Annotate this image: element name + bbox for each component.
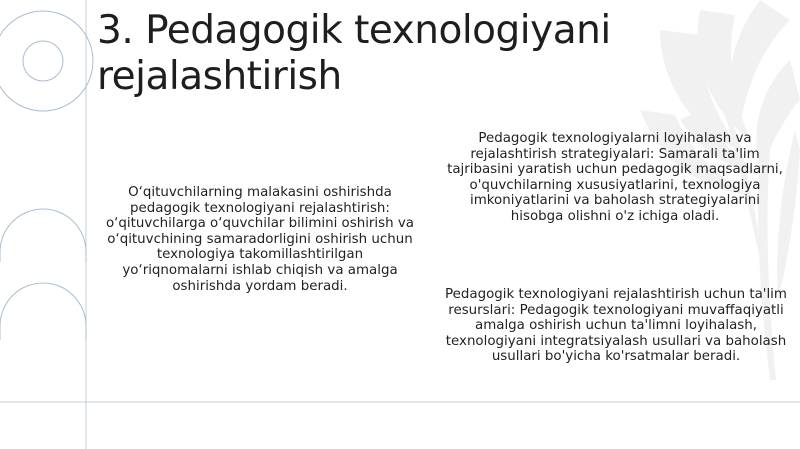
- slide-title: 3. Pedagogik texnologiyani rejalashtirish: [97, 8, 611, 99]
- circles-decoration-icon: [0, 11, 93, 111]
- right-bottom-text-block: Pedagogik texnologiyani rejalashtirish uchun ta'lim resurslari: Pedagogik texnologiyani muvaffaqiyatli amalga oshirish uchun ta'limni loyihalash, texnologiyani integratsiyalash usullari va baholash usullari bo'yicha ko'rsatmalar beradi.: [445, 287, 787, 365]
- left-text-block: O‘qituvchilarning malakasini oshirishda pedagogik texnologiyani rejalashtirish: o‘qituvchilarga o‘quvchilar bilimini oshirish va o‘qituvchining samaradorligini oshirish uchun texnologiya takomillashtirilgan yo‘riqnomalarni ishlab chiqish va amalga oshirishda yordam beradi.: [105, 185, 415, 294]
- right-top-text-block: Pedagogik texnologiyalarni loyihalash va rejalashtirish strategiyalari: Samarali ta'lim tajribasini yaratish uchun pedagogik maqsadlarni, o'quvchilarning xususiyatlarini, texnologiya imkoniyatlarini va baholash strategiyalarini hisobga olishni o'z ichiga oladi.: [447, 131, 783, 224]
- arches-decoration-icon: [0, 209, 86, 340]
